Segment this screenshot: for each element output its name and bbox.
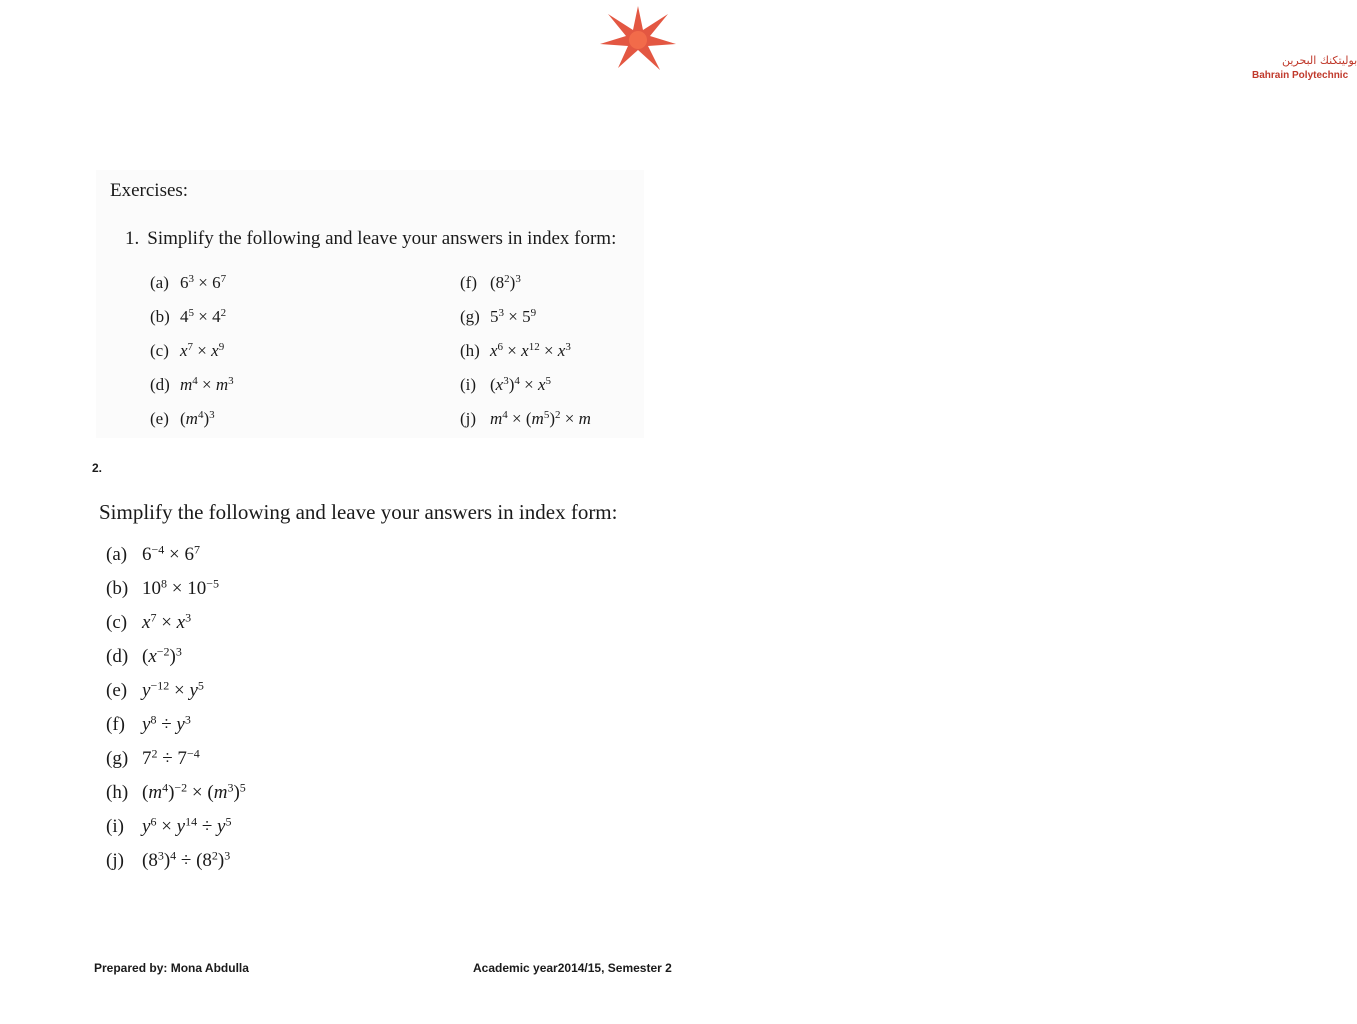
item-expression: $(8^2)^3$ xyxy=(490,272,521,292)
q2-item xyxy=(106,640,246,674)
item-expression: $(x^{-2})^3$ xyxy=(142,644,182,667)
q2-items xyxy=(106,538,246,878)
q1-item xyxy=(150,402,234,436)
logo-english-text: Bahrain Polytechnic xyxy=(1252,70,1349,81)
exercises-heading: Exercises: xyxy=(110,180,189,201)
item-expression: $(x^3)^4 \times x^5$ xyxy=(490,374,552,394)
item-label: (h) xyxy=(106,782,129,803)
item-label: (c) xyxy=(150,341,169,360)
item-expression: $(m^4)^3$ xyxy=(180,408,215,428)
q1-item xyxy=(460,402,591,436)
item-label: (e) xyxy=(106,680,128,701)
item-label: (j) xyxy=(106,850,124,871)
q1-item xyxy=(150,334,234,368)
item-label: (c) xyxy=(106,612,128,633)
item-expression: $(8^3)^4 \div (8^2)^3$ xyxy=(142,848,231,871)
question-1 xyxy=(125,228,616,250)
q2-item xyxy=(106,810,246,844)
item-label: (h) xyxy=(460,341,480,360)
item-expression: $m^4 \times (m^5)^2 \times m$ xyxy=(490,408,591,428)
q2-item xyxy=(106,742,246,776)
q2-item xyxy=(106,606,246,640)
item-label: (b) xyxy=(150,307,170,326)
q1-item xyxy=(460,368,591,402)
item-expression: $x^7 \times x^9$ xyxy=(180,340,225,360)
q1-right-column xyxy=(460,266,591,436)
item-expression: $6^3 \times 6^7$ xyxy=(180,272,227,292)
item-label: (a) xyxy=(106,544,128,565)
q1-item xyxy=(460,300,591,334)
item-expression: $6^{-4} \times 6^7$ xyxy=(142,542,200,565)
item-label: (d) xyxy=(106,646,129,667)
item-expression: $y^6 \times y^{14} \div y^5$ xyxy=(142,814,232,837)
item-label: (i) xyxy=(106,816,124,837)
item-expression: $(m^4)^{-2} \times (m^3)^5$ xyxy=(142,780,246,803)
q2-item xyxy=(106,708,246,742)
footer-prepared-by: Prepared by: Mona Abdulla xyxy=(94,961,249,975)
q1-item xyxy=(150,368,234,402)
q1-item xyxy=(150,300,234,334)
item-expression: $x^6 \times x^{12} \times x^3$ xyxy=(490,340,571,360)
question-1-text: Simplify the following and leave your answers in index form: xyxy=(147,228,617,249)
star-burst-icon xyxy=(598,4,678,74)
logo xyxy=(598,4,1357,84)
item-label: (b) xyxy=(106,578,129,599)
item-label: (f) xyxy=(460,273,477,292)
item-expression: $10^8 \times 10^{-5}$ xyxy=(142,576,219,599)
question-1-number: 1. xyxy=(125,228,140,249)
q2-item xyxy=(106,572,246,606)
item-expression: $y^{-12} \times y^5$ xyxy=(142,678,204,701)
item-expression: $x^7 \times x^3$ xyxy=(142,610,192,633)
item-expression: $5^3 \times 5^9$ xyxy=(490,306,537,326)
item-label: (a) xyxy=(150,273,169,292)
item-expression: $m^4 \times m^3$ xyxy=(180,374,234,394)
footer-academic-year: Academic year2014/15, Semester 2 xyxy=(473,961,672,975)
item-expression: $7^2 \div 7^{-4}$ xyxy=(142,746,200,769)
item-expression: $4^5 \times 4^2$ xyxy=(180,306,227,326)
item-label: (g) xyxy=(460,307,480,326)
q1-left-column xyxy=(150,266,234,436)
item-label: (e) xyxy=(150,409,169,428)
item-label: (d) xyxy=(150,375,170,394)
item-label: (f) xyxy=(106,714,125,735)
item-label: (g) xyxy=(106,748,129,769)
q2-item xyxy=(106,776,246,810)
q2-item xyxy=(106,844,246,878)
q1-item xyxy=(150,266,234,300)
logo-arabic-text: بوليتكنك البحرين xyxy=(1282,54,1357,67)
question-2-text: Simplify the following and leave your answers in index form: xyxy=(99,500,618,524)
q1-item xyxy=(460,266,591,300)
item-label: (i) xyxy=(460,375,477,394)
q2-item xyxy=(106,674,246,708)
q2-item xyxy=(106,538,246,572)
item-expression: $y^8 \div y^3$ xyxy=(142,712,191,735)
item-label: (j) xyxy=(460,409,477,428)
question-2-number: 2. xyxy=(92,461,103,475)
q1-item xyxy=(460,334,591,368)
